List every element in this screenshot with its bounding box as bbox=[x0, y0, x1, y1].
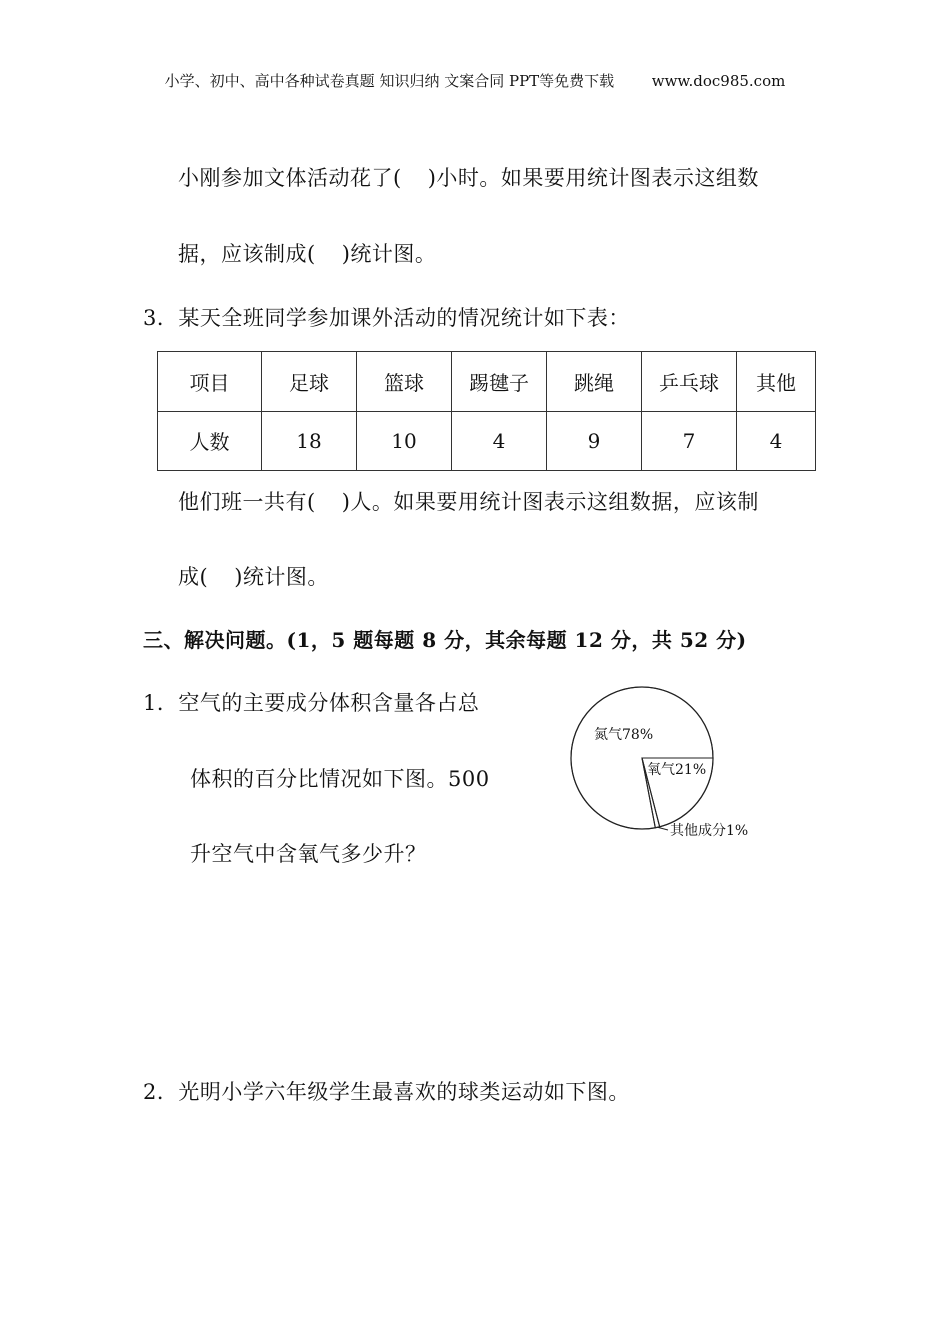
table-cell: 项目 bbox=[158, 352, 262, 412]
table-header-row bbox=[158, 352, 816, 412]
table-cell: 足球 bbox=[262, 352, 357, 412]
table-row bbox=[158, 411, 816, 471]
table-cell: 4 bbox=[737, 411, 816, 471]
header-text: 小学、初中、高中各种试卷真题 知识归纳 文案合同 PPT等免费下载 bbox=[164, 72, 615, 90]
table-cell: 篮球 bbox=[357, 352, 452, 412]
q2-line-1: 小刚参加文体活动花了( )小时。如果要用统计图表示这组数 bbox=[178, 166, 759, 190]
pie-label-nitrogen: 氮气78% bbox=[594, 727, 654, 743]
table-cell: 乒乓球 bbox=[642, 352, 737, 412]
q2-line-2: 据，应该制成( )统计图。 bbox=[178, 242, 437, 266]
p1-line-1: 1．空气的主要成分体积含量各占总 bbox=[143, 691, 480, 715]
table-cell: 人数 bbox=[158, 411, 262, 471]
p1-line-3: 升空气中含氧气多少升？ bbox=[190, 842, 427, 866]
table-cell: 4 bbox=[452, 411, 547, 471]
air-composition-pie-chart bbox=[560, 680, 780, 840]
table-cell: 踢毽子 bbox=[452, 352, 547, 412]
page-header bbox=[0, 70, 950, 91]
table-cell: 跳绳 bbox=[547, 352, 642, 412]
activity-table bbox=[157, 351, 816, 471]
header-url: www.doc985.com bbox=[651, 72, 786, 90]
pie-label-oxygen: 氧气21% bbox=[647, 762, 707, 778]
table-cell: 18 bbox=[262, 411, 357, 471]
pie-leader-line bbox=[657, 827, 668, 830]
pie-label-other: 其他成分1% bbox=[670, 823, 749, 839]
table-cell: 9 bbox=[547, 411, 642, 471]
p1-line-2: 体积的百分比情况如下图。500 bbox=[190, 767, 490, 791]
q3-prompt: 3．某天全班同学参加课外活动的情况统计如下表： bbox=[143, 306, 630, 330]
q3-line-1: 他们班一共有( )人。如果要用统计图表示这组数据，应该制 bbox=[178, 490, 759, 514]
q3-line-2: 成( )统计图。 bbox=[178, 565, 329, 589]
table-cell: 10 bbox=[357, 411, 452, 471]
p2-line: 2．光明小学六年级学生最喜欢的球类运动如下图。 bbox=[143, 1080, 630, 1104]
table-cell: 7 bbox=[642, 411, 737, 471]
table-cell: 其他 bbox=[737, 352, 816, 412]
section-title: 三、解决问题。(1，5 题每题 8 分，其余每题 12 分，共 52 分) bbox=[143, 628, 747, 652]
